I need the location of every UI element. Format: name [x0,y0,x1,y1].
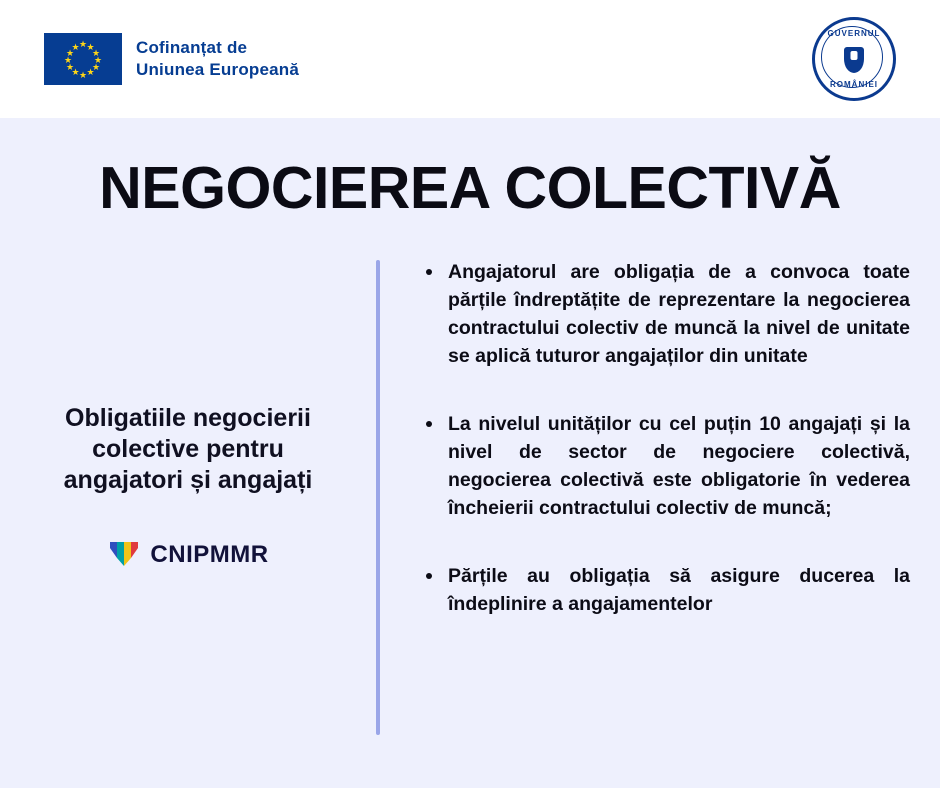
right-column [380,258,940,618]
eu-logo-line1: Cofinanțat de [136,38,248,57]
content-panel [0,118,940,788]
left-heading: Obligatiile negocierii colective pentru angajatori și angajați [63,404,313,494]
list-item: Părțile au obligația să asigure ducerea la îndeplinire a angajamentelor [422,562,910,618]
cnipmmr-logo-icon [107,538,141,572]
header-bar [0,0,940,118]
eu-logo-line2: Uniunea Europeană [136,60,300,79]
romanian-government-seal-icon [812,17,896,101]
cnipmmr-logo [0,538,376,572]
list-item: La nivelul unităților cu cel puțin 10 angajați și la nivel de sector de negociere colectivă, negocierea colectivă este obligatorie în vederea încheierii contractului colectiv de muncă; [422,410,910,522]
list-item: Angajatorul are obligația de a convoca toate părțile îndreptățite de reprezentare la negocierea contractului colectiv de muncă la nivel de unitate se aplică tuturor angajaților din unitate [422,258,910,370]
eu-logo-text [136,37,299,81]
bullet-list [422,258,910,618]
seal-bottom-text: ROMÂNIEI [830,80,878,89]
eu-flag-icon: ★ ★ ★ ★ ★ ★ ★ ★ ★ ★ ★ ★ [44,33,122,85]
eu-cofinancing-logo [44,33,299,85]
content-columns [0,258,940,748]
cnipmmr-logo-text: CNIPMMR [150,541,269,568]
seal-top-text: GUVERNUL [827,29,881,38]
page-title: NEGOCIEREA COLECTIVĂ [99,155,841,221]
left-column [0,258,376,572]
